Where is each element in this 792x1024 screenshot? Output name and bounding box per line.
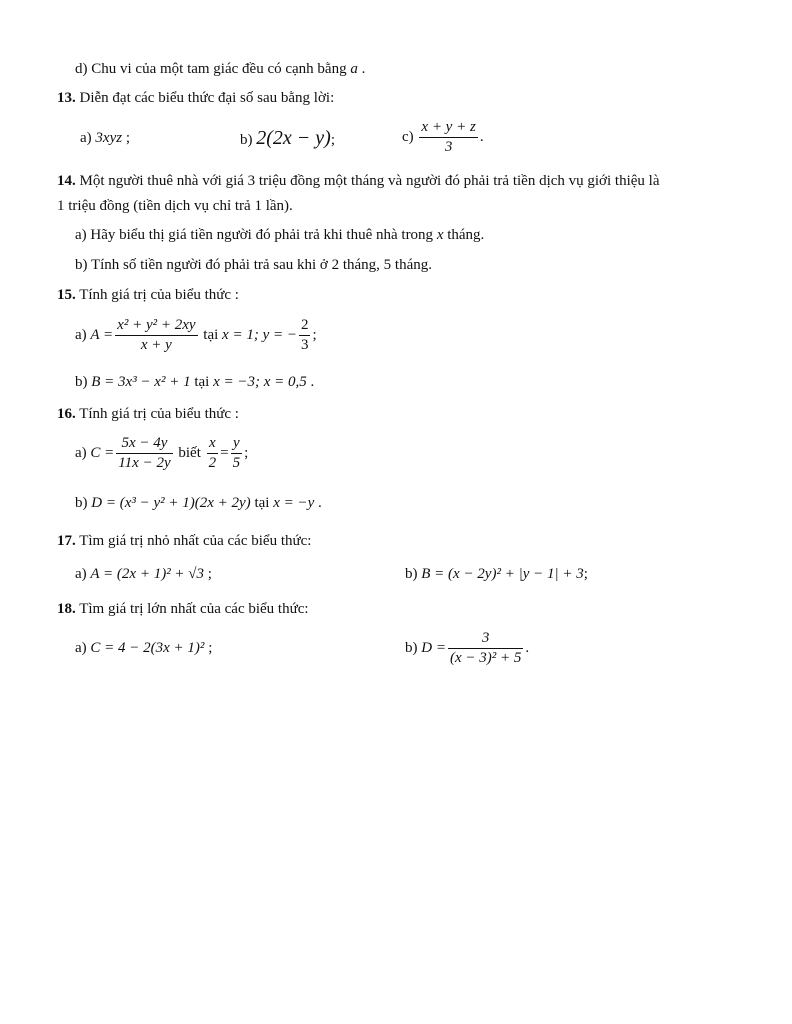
q16-b-condition: x = −y (273, 495, 315, 511)
q15-b-tai: tại (190, 374, 214, 390)
q16-b-label: b) (75, 495, 92, 511)
q17-a-label: a) (75, 566, 91, 582)
item-12d (75, 59, 365, 79)
question-14-continuation: 1 triệu đồng (tiền dịch vụ chỉ trả 1 lần). (57, 198, 293, 214)
q15-b-end: . (306, 374, 315, 390)
question-18-b (405, 628, 529, 668)
question-13-a (80, 128, 130, 148)
q15-b-condition: x = −3; x = 0,5 (213, 374, 307, 390)
question-18-number: 18. (57, 601, 76, 617)
question-14-text: Một người thuê nhà với giá 3 triệu đồng một tháng và người đó phải trả tiền dịch vụ giới thiệu là (75, 173, 660, 189)
q15-a-label: a) (75, 327, 91, 343)
question-13-text: Diễn đạt các biểu thức đại số sau bằng lời: (75, 90, 335, 106)
question-16-a (75, 433, 248, 473)
q13-b-label: b) (240, 132, 257, 148)
q13-c-denominator: 3 (419, 137, 477, 156)
q16-b-end: . (314, 495, 322, 511)
q18-a-label: a) (75, 640, 91, 656)
q15-a-condition: x = 1; y = − (222, 327, 297, 343)
question-13 (57, 88, 334, 108)
question-17-text: Tìm giá trị nhỏ nhất của các biểu thức: (75, 533, 312, 549)
q17-a-expr: A = (2x + 1)² + √3 (90, 566, 205, 582)
q14-b-text: b) Tính số tiền người đó phải trả sau khi ở 2 tháng, 5 tháng. (75, 257, 433, 273)
q15-b-expr: B = 3x³ − x² + 1 (91, 374, 191, 390)
q14-a-text: a) Hãy biểu thị giá tiền người đó phải trả khi thuê nhà trong (75, 227, 437, 243)
q16-a-end: ; (244, 445, 249, 461)
q13-b-end: ; (330, 132, 335, 148)
question-14-a (75, 225, 484, 245)
q16-a-ratio-x-num: x (209, 435, 216, 452)
q13-c-label: c) (402, 129, 418, 145)
q16-a-biet: biết (174, 445, 205, 461)
question-17-b (405, 564, 588, 584)
q16-a-ratio-x-den: 2 (208, 455, 217, 472)
q15-a-tai: tại (199, 327, 223, 343)
question-15-a (75, 315, 317, 355)
q13-c-numerator: x + y + z (421, 119, 476, 136)
q17-a-end: ; (204, 566, 212, 582)
item-12d-end: . (357, 61, 366, 77)
question-18-text: Tìm giá trị lớn nhất của các biểu thức: (75, 601, 309, 617)
question-16-number: 16. (57, 406, 76, 422)
q18-b-end: . (525, 640, 530, 656)
question-13-c (402, 118, 484, 156)
q13-a-expr: 3xyz (95, 130, 123, 146)
q15-a-cond-fraction (299, 317, 311, 354)
q16-a-equals: = (220, 445, 229, 461)
q13-c-fraction (419, 119, 477, 156)
q18-b-denominator: (x − 3)² + 5 (449, 650, 522, 667)
q14-a-var: x (436, 227, 444, 243)
q18-b-lhs: D = (421, 640, 446, 656)
q16-a-ratio-y (231, 435, 243, 472)
question-13-number: 13. (57, 90, 76, 106)
question-14 (57, 171, 659, 191)
q16-b-expr: D = (x³ − y² + 1)(2x + 2y) (91, 495, 251, 511)
q18-a-end: ; (204, 640, 213, 656)
q17-b-label: b) (405, 566, 422, 582)
question-17-number: 17. (57, 533, 76, 549)
q15-a-numerator: x² + y² + 2xy (117, 317, 196, 334)
question-15-b (75, 372, 314, 392)
question-15 (57, 285, 239, 305)
q15-a-cond-numerator: 2 (300, 317, 309, 334)
q13-b-expr: 2(2x − y) (256, 127, 331, 149)
question-14-b (75, 255, 432, 275)
q16-a-label: a) (75, 445, 91, 461)
q16-a-ratio-y-num: y (233, 435, 240, 452)
q18-b-label: b) (405, 640, 422, 656)
question-14-number: 14. (57, 173, 76, 189)
q15-a-lhs: A = (90, 327, 114, 343)
q17-b-expr: B = (x − 2y)² + |y − 1| + 3 (421, 566, 584, 582)
item-12d-text: d) Chu vi của một tam giác đều có cạnh bằng (75, 61, 351, 77)
q13-a-end: ; (122, 130, 130, 146)
q18-a-expr: C = 4 − 2(3x + 1)² (90, 640, 205, 656)
q16-a-denominator: 11x − 2y (118, 455, 171, 472)
q16-a-numerator: 5x − 4y (121, 435, 168, 452)
question-17-a (75, 564, 212, 584)
question-18-a (75, 638, 212, 658)
item-12d-var: a (350, 61, 358, 77)
q16-a-fraction (116, 435, 172, 472)
q14-a-end: tháng. (443, 227, 485, 243)
question-15-text: Tính giá trị của biểu thức : (75, 287, 239, 303)
q16-b-tai: tại (250, 495, 274, 511)
question-17 (57, 531, 311, 551)
q15-b-label: b) (75, 374, 92, 390)
question-15-number: 15. (57, 287, 76, 303)
question-16-b (75, 493, 322, 513)
q17-b-end: ; (583, 566, 588, 582)
question-18 (57, 599, 309, 619)
q15-a-fraction (115, 317, 197, 354)
question-16-text: Tính giá trị của biểu thức : (75, 406, 239, 422)
q15-a-cond-denominator: 3 (300, 337, 309, 354)
q15-a-denominator: x + y (115, 335, 197, 354)
q15-a-end: ; (312, 327, 317, 343)
question-16 (57, 404, 239, 424)
question-13-b (240, 128, 335, 150)
q16-a-ratio-x (207, 435, 219, 472)
q18-b-fraction (448, 630, 523, 667)
q13-a-label: a) (80, 130, 96, 146)
q16-a-ratio-y-den: 5 (232, 455, 241, 472)
q13-c-end: . (479, 129, 484, 145)
question-14-text-2 (57, 196, 293, 216)
q16-a-lhs: C = (90, 445, 115, 461)
q18-b-numerator: 3 (481, 630, 490, 647)
